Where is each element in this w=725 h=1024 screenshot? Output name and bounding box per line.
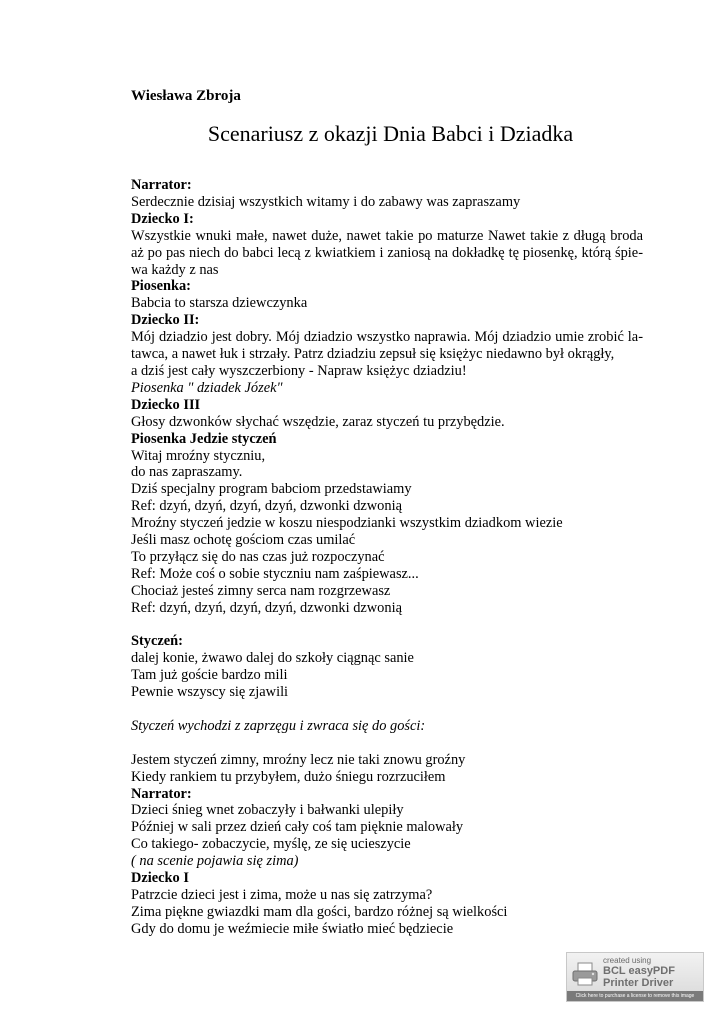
text-line: Jestem styczeń zimny, mroźny lecz nie taki znowu groźny — [131, 751, 466, 768]
speaker-label: Piosenka Jedzie styczeń — [131, 430, 277, 447]
speaker-label: Narrator: — [131, 177, 192, 193]
text-line: aż po pas niech do babci lecą z kwiatkiem i zaniosą na dokładkę tę piosenkę, którą śpie- — [131, 244, 643, 261]
speaker-label: Dziecko I: — [131, 210, 194, 227]
stage-direction: ( na scenie pojawia się zima) — [131, 853, 299, 870]
badge-purchase-link[interactable]: Click here to purchase a license to remove this image — [567, 991, 703, 1001]
author-name: Wiesława Zbroja — [131, 88, 241, 104]
text-line: do nas zapraszamy. — [131, 464, 243, 481]
text-line: Ref: dzyń, dzyń, dzyń, dzyń, dzwonki dzwonią — [131, 599, 402, 616]
text-line: Dzieci śnieg wnet zobaczyły i bałwanki ulepiły — [131, 802, 404, 819]
blank-line — [131, 701, 651, 718]
blank-line — [131, 735, 651, 752]
text-line: a dziś jest cały wyszczerbiony - Napraw księżyc dziadziu! — [131, 362, 467, 379]
text-line: Mój dziadzio jest dobry. Mój dziadzio wszystko naprawia. Mój dziadzio umie zrobić la- — [131, 329, 643, 346]
text-line: Ref: Może coś o sobie styczniu nam zaśpiewasz... — [131, 565, 419, 582]
badge-product-name: BCL easyPDF — [603, 965, 675, 977]
speaker-label: Dziecko II: — [131, 312, 200, 329]
page-title: Scenariusz z okazji Dnia Babci i Dziadka — [207, 121, 574, 146]
text-line: Ref: dzyń, dzyń, dzyń, dzyń, dzwonki dzwonią — [131, 498, 402, 515]
text-line: Babcia to starsza dziewczynka — [131, 295, 308, 312]
text-line: Serdecznie dzisiaj wszystkich witamy i do zabawy was zapraszamy — [131, 193, 521, 210]
text-line: Gdy do domu je weźmiecie miłe światło mieć będziecie — [131, 920, 454, 937]
speaker-label: Dziecko III — [131, 396, 201, 413]
badge-product-type: Printer Driver — [603, 977, 674, 989]
text-line: Mroźny styczeń jedzie w koszu niespodzianki wszystkim dziadkom wiezie — [131, 515, 563, 532]
text-line: To przyłącz się do nas czas już rozpoczynać — [131, 548, 385, 565]
text-line: Chociaż jesteś zimny serca nam rozgrzewasz — [131, 582, 391, 599]
speaker-label: Styczeń: — [131, 633, 183, 650]
pdf-creator-badge[interactable] — [566, 952, 704, 1002]
text-line: Tam już goście bardzo mili — [131, 667, 288, 684]
speaker-label: Piosenka: — [131, 278, 191, 295]
script-body — [131, 177, 651, 938]
speaker-label: Narrator: — [131, 785, 192, 802]
speaker-label: Dziecko I — [131, 870, 189, 887]
text-line: Dziś specjalny program babciom przedstawiamy — [131, 481, 412, 498]
text-line: Kiedy rankiem tu przybyłem, dużo śniegu rozrzuciłem — [131, 768, 446, 785]
blank-line — [131, 617, 651, 634]
text-line: Głosy dzwonków słychać wszędzie, zaraz styczeń tu przybędzie. — [131, 413, 505, 430]
text-line: Zima piękne gwiazdki mam dla gości, bardzo różnej są wielkości — [131, 903, 508, 920]
text-line: Patrzcie dzieci jest i zima, może u nas się zatrzyma? — [131, 887, 433, 904]
stage-direction: Styczeń wychodzi z zaprzęgu i zwraca się do gości: — [131, 717, 426, 734]
text-line: wa każdy z nas — [131, 261, 219, 278]
printer-icon — [571, 961, 599, 987]
text-line: Później w sali przez dzień cały coś tam pięknie malowały — [131, 819, 464, 836]
text-line: Jeśli masz ochotę gościom czas umilać — [131, 532, 356, 549]
badge-caption: created using — [603, 956, 652, 965]
text-line: Wszystkie wnuki małe, nawet duże, nawet takie po maturze Nawet takie z długą broda — [131, 227, 643, 244]
stage-direction: Piosenka " dziadek Józek" — [131, 379, 283, 396]
text-line: Pewnie wszyscy się zjawili — [131, 684, 289, 701]
text-line: tawca, a nawet łuk i strzały. Patrz dziadziu zepsuł się księżyc niedawno był okrągły, — [131, 346, 615, 363]
text-line: Co takiego- zobaczycie, myślę, ze się ucieszycie — [131, 836, 411, 853]
text-line: Witaj mroźny styczniu, — [131, 447, 266, 464]
text-line: dalej konie, żwawo dalej do szkoły ciągnąc sanie — [131, 650, 414, 667]
